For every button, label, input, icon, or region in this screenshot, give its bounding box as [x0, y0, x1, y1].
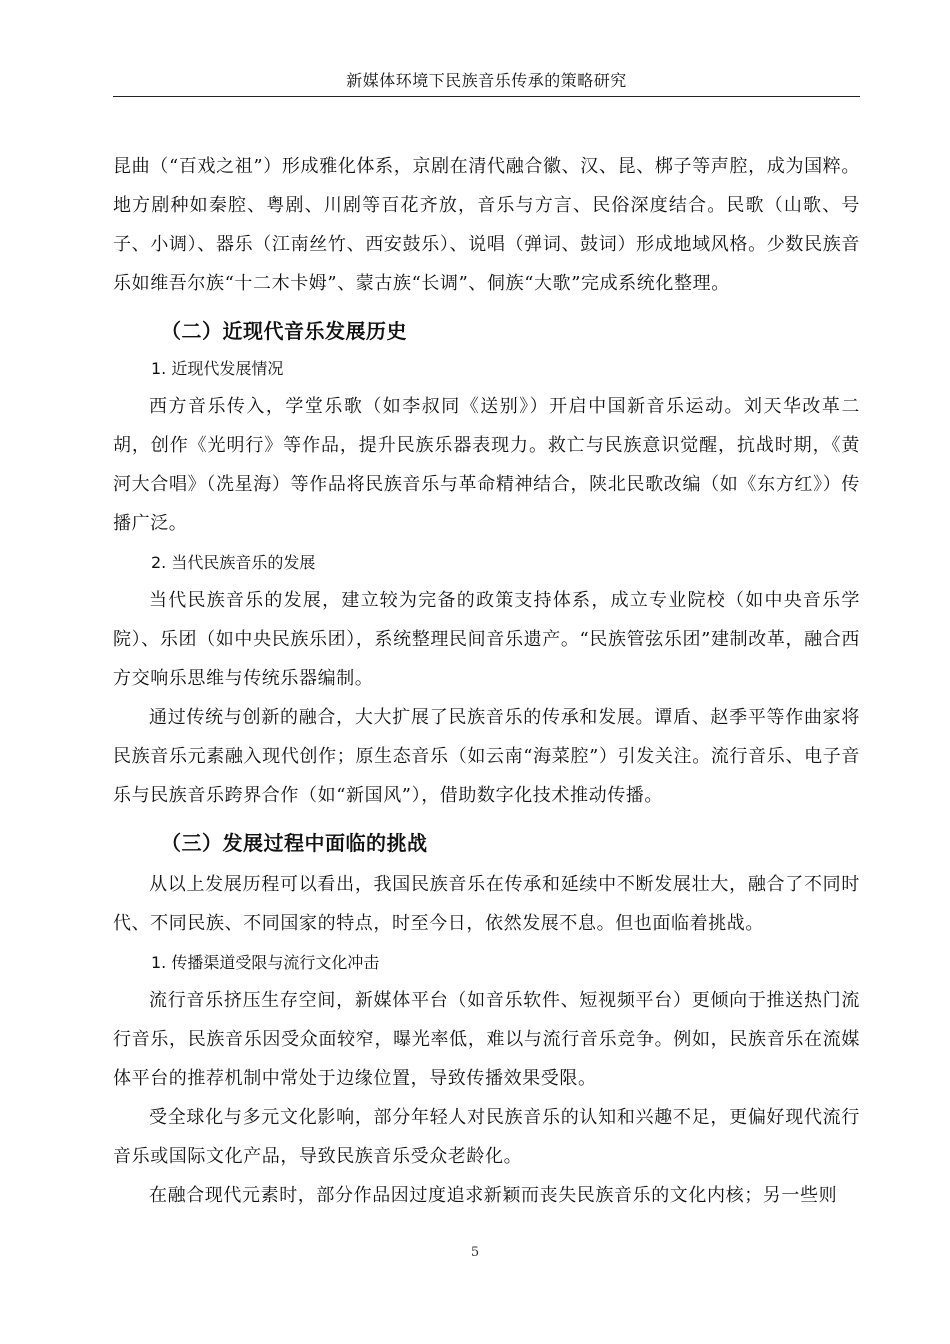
running-header: 新媒体环境下民族音乐传承的策略研究 — [346, 71, 627, 90]
subheading-channel-limits: 1. 传播渠道受限与流行文化冲击 — [151, 953, 380, 972]
paragraph-modern-development: 西方音乐传入，学堂乐歌（如李叔同《送别》）开启中国新音乐运动。刘天华改革二胡，创作《光明行》等作品，提升民族乐器表现力。救亡与民族意识觉醒，抗战时期，《黄河大合唱》（冼星海）等作品将民族音乐与革命精神结合，陕北民歌改编（如《东方红》）传播广泛。 — [113, 396, 860, 534]
page-number: 5 — [470, 1245, 480, 1260]
paragraph-challenges-intro: 从以上发展历程可以看出，我国民族音乐在传承和延续中不断发展壮大，融合了不同时代、不同民族、不同国家的特点，时至今日，依然发展不息。但也面临着挑战。 — [113, 874, 860, 934]
paragraph-channel-limits: 流行音乐挤压生存空间，新媒体平台（如音乐软件、短视频平台）更倾向于推送热门流行音乐，民族音乐因受众面较窄，曝光率低，难以与流行音乐竞争。例如，民族音乐在流媒体平台的推荐机制中常处于边缘位置，导致传播效果受限。 — [113, 990, 860, 1089]
subheading-contemporary-development: 2. 当代民族音乐的发展 — [151, 553, 316, 572]
section-heading-challenges: （三）发展过程中面临的挑战 — [161, 831, 428, 855]
paragraph-intro: 昆曲（“百戏之祖”）形成雅化体系，京剧在清代融合徽、汉、昆、梆子等声腔，成为国粹。地方剧种如秦腔、粤剧、川剧等百花齐放，音乐与方言、民俗深度结合。民歌（山歌、号子、小调）、器乐（江南丝竹、西安鼓乐）、说唱（弹词、鼓词）形成地域风格。少数民族音乐如维吾尔族“十二木卡姆”、蒙古族“长调”、侗族“大歌”完成系统化整理。 — [113, 156, 860, 294]
header-divider — [113, 96, 860, 97]
subheading-modern-development: 1. 近现代发展情况 — [151, 359, 284, 378]
document-body — [113, 147, 860, 1215]
section-heading-modern-history: （二）近现代音乐发展历史 — [161, 319, 407, 343]
paragraph-contemporary-policy: 当代民族音乐的发展，建立较为完备的政策支持体系，成立专业院校（如中央音乐学院）、乐团（如中央民族乐团），系统整理民间音乐遗产。“民族管弦乐团”建制改革，融合西方交响乐思维与传统乐器编制。 — [113, 590, 860, 689]
paragraph-modern-fusion-issue: 在融合现代元素时，部分作品因过度追求新颖而丧失民族音乐的文化内核；另一些则 — [149, 1185, 838, 1206]
paragraph-globalization: 受全球化与多元文化影响，部分年轻人对民族音乐的认知和兴趣不足，更偏好现代流行音乐或国际文化产品，导致民族音乐受众老龄化。 — [113, 1107, 860, 1167]
paragraph-contemporary-fusion: 通过传统与创新的融合，大大扩展了民族音乐的传承和发展。谭盾、赵季平等作曲家将民族音乐元素融入现代创作；原生态音乐（如云南“海菜腔”）引发关注。流行音乐、电子音乐与民族音乐跨界合作（如“新国风”），借助数字化技术推动传播。 — [113, 707, 860, 806]
